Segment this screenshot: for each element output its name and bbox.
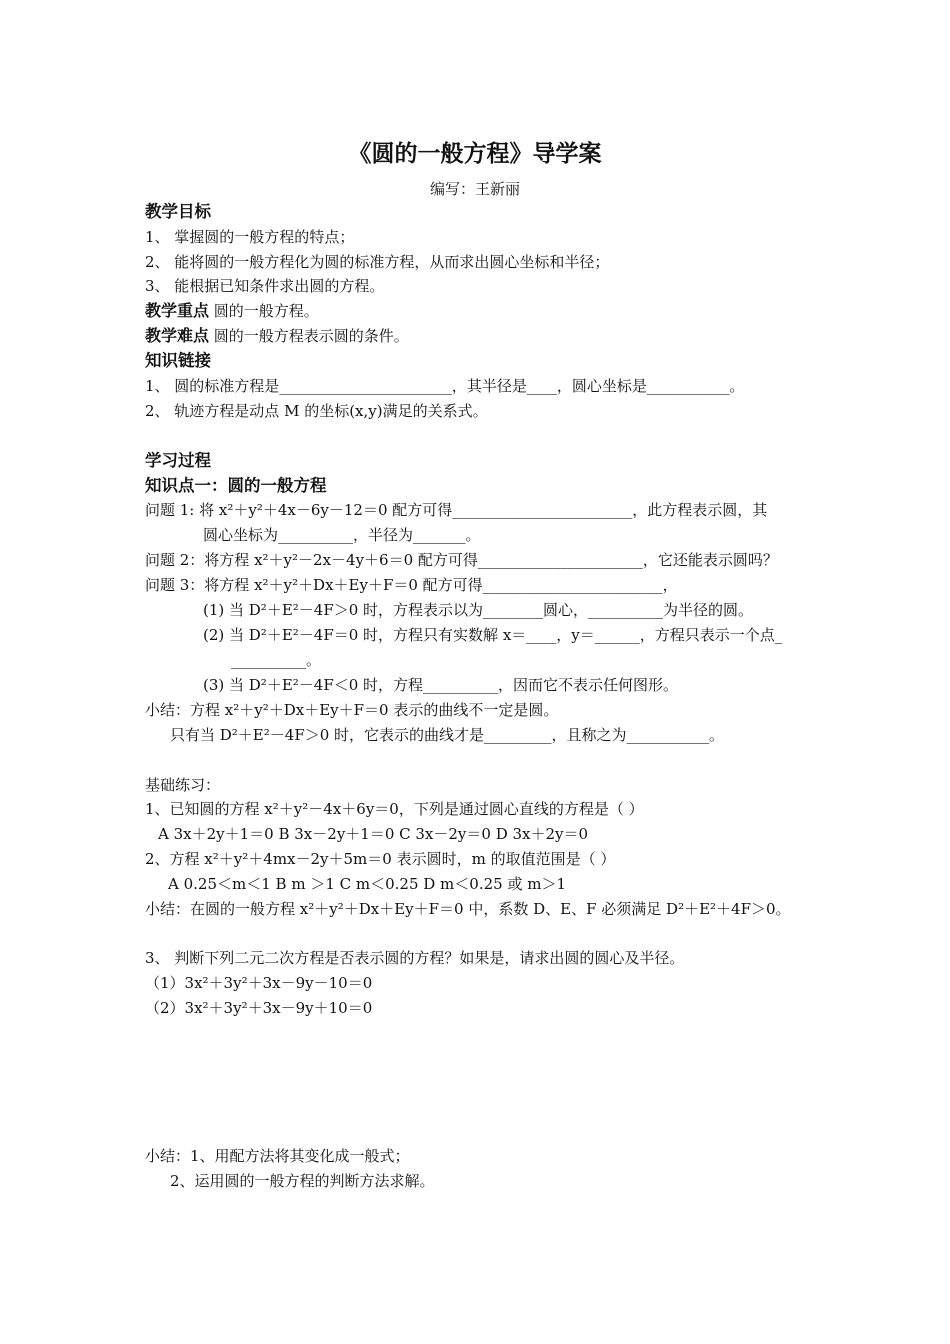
exercise-1: 1、已知圆的方程 x²＋y²－4x＋6y＝0，下列是通过圆心直线的方程是（ ） (145, 800, 644, 818)
question-2: 问题 2：将方程 x²＋y²－2x－4y＋6＝0 配方可得______________________，它还能表示圆吗？ (145, 551, 778, 569)
exercise-3-a: （1）3x²＋3y²＋3x－9y－10＝0 (145, 974, 373, 992)
question-3: 问题 3：将方程 x²＋y²＋Dx＋Ey＋F＝0 配方可得________________________， (145, 576, 678, 594)
objective-item: 2、 能将圆的一般方程化为圆的标准方程，从而求出圆心坐标和半径； (145, 253, 610, 271)
objective-item: 3、 能根据已知条件求出圆的方程。 (145, 277, 385, 295)
difficulty-label: 教学难点 (145, 326, 210, 345)
exercise-1-options: A 3x＋2y＋1＝0 B 3x－2y＋1＝0 C 3x－2y＝0 D 3x＋2y＝0 (158, 825, 589, 843)
objectives-heading: 教学目标 (145, 202, 211, 221)
summary-2: 小结：在圆的一般方程 x²＋y²＋Dx＋Ey＋F＝0 中，系数 D、E、F 必须满足 D²＋E²＋4F＞0。 (145, 900, 791, 918)
knowledge-link-item: 1、 圆的标准方程是_______________________，其半径是____，圆心坐标是___________。 (145, 377, 745, 395)
question-1: 问题 1: 将 x²＋y²＋4x－6y－12＝0 配方可得________________________，此方程表示圆，其 (145, 501, 768, 519)
question-3-case-2: (2) 当 D²＋E²－4F＝0 时，方程只有实数解 x＝____，y＝______，方程只表示一个点_ (203, 626, 783, 644)
knowledge-link-item: 2、 轨迹方程是动点 M 的坐标(x,y)满足的关系式。 (145, 402, 488, 420)
key-point-label: 教学重点 (145, 301, 210, 320)
final-summary-continued: 2、运用圆的一般方程的判断方法求解。 (170, 1172, 435, 1190)
exercise-2-options: A 0.25＜m＜1 B m ＞1 C m＜0.25 D m＜0.25 或 m＞1 (168, 875, 566, 893)
exercises-heading: 基础练习： (145, 776, 221, 794)
final-summary: 小结：1、用配方法将其变化成一般式； (145, 1147, 410, 1165)
summary-1: 小结：方程 x²＋y²＋Dx＋Ey＋F＝0 表示的曲线不一定是圆。 (145, 701, 559, 719)
author-line: 编写：王新丽 (429, 180, 520, 198)
difficulty-text: 圆的一般方程表示圆的条件。 (209, 327, 409, 345)
exercise-3: 3、 判断下列二元二次方程是否表示圆的方程？如果是，请求出圆的圆心及半径。 (145, 949, 685, 967)
key-point-line (145, 301, 319, 321)
point1-heading: 知识点一：圆的一般方程 (145, 476, 327, 495)
document-title: 《圆的一般方程》导学案 (348, 141, 602, 167)
question-3-case-3: (3) 当 D²＋E²－4F＜0 时，方程__________，因而它不表示任何图形。 (203, 676, 679, 694)
process-heading: 学习过程 (145, 451, 211, 470)
exercise-3-b: （2）3x²＋3y²＋3x－9y＋10＝0 (145, 999, 373, 1017)
question-1-continued: 圆心坐标为__________，半径为_______。 (203, 526, 481, 544)
question-3-case-1: (1) 当 D²＋E²－4F＞0 时，方程表示以为________圆心，__________为半径的圆。 (203, 601, 754, 619)
summary-1-continued: 只有当 D²＋E²－4F＞0 时，它表示的曲线才是_________，且称之为___________。 (170, 726, 725, 744)
objective-item: 1、 掌握圆的一般方程的特点； (145, 228, 355, 246)
question-3-case-2-continued: __________。 (231, 651, 322, 669)
key-point-text: 圆的一般方程。 (209, 302, 319, 320)
knowledge-link-heading: 知识链接 (145, 351, 211, 370)
difficulty-line (145, 326, 409, 346)
exercise-2: 2、方程 x²＋y²＋4mx－2y＋5m＝0 表示圆时，m 的取值范围是（ ） (145, 850, 616, 868)
